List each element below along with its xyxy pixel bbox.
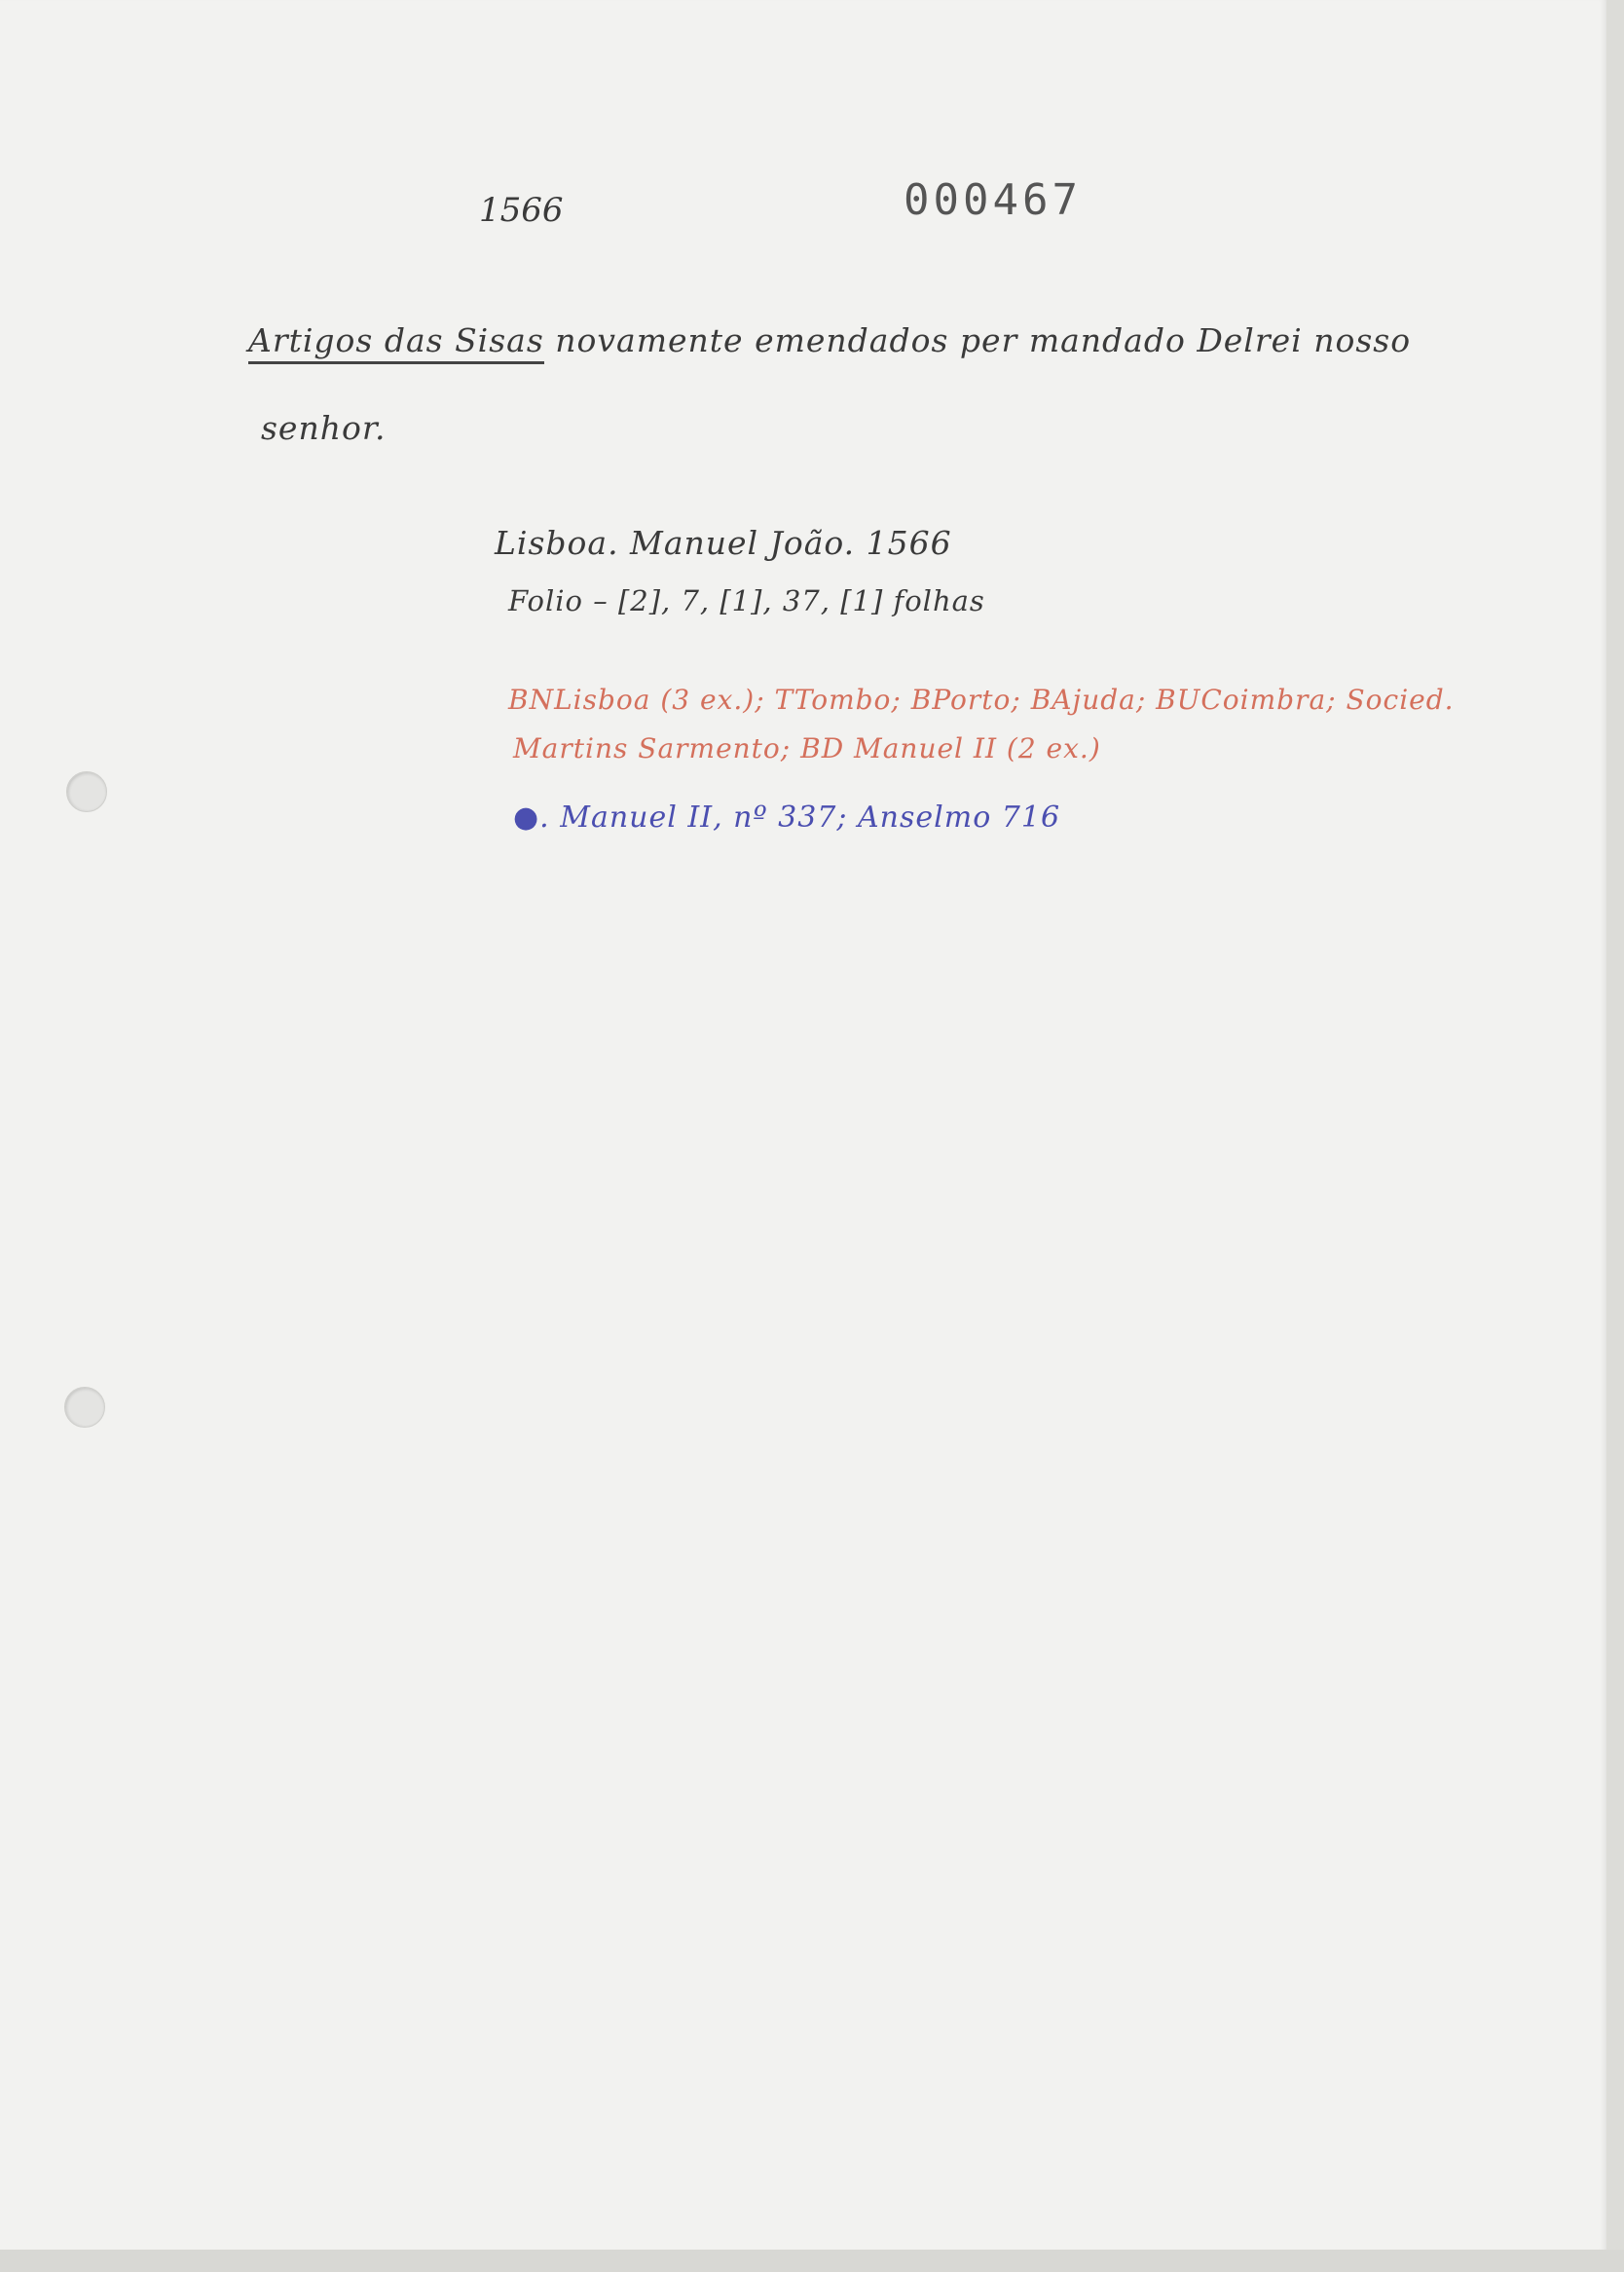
bibliographic-references: ●. Manuel II, nº 337; Anselmo 716: [513, 801, 1061, 835]
holdings-line-2: Martins Sarmento; BD Manuel II (2 ex.): [513, 732, 1101, 764]
title-rest: novamente emendados per mandado Delrei nosso: [555, 321, 1412, 359]
collation: Folio – [2], 7, [1], 37, [1] folhas: [508, 584, 985, 617]
title-line-1: [248, 321, 1411, 359]
year-label: 1566: [479, 191, 564, 230]
title-underlined: Artigos das Sisas: [248, 321, 544, 364]
paper-edge-right: [1606, 0, 1624, 2272]
punch-hole: [66, 771, 107, 812]
paper-edge-bottom: [0, 2250, 1624, 2272]
imprint: Lisboa. Manuel João. 1566: [495, 524, 952, 562]
holdings-line-1: BNLisboa (3 ex.); TTombo; BPorto; BAjuda; BUCoimbra; Socied.: [508, 684, 1455, 716]
title-line-2: senhor.: [261, 409, 387, 447]
punch-hole: [64, 1387, 105, 1428]
record-number: 000467: [904, 175, 1082, 225]
